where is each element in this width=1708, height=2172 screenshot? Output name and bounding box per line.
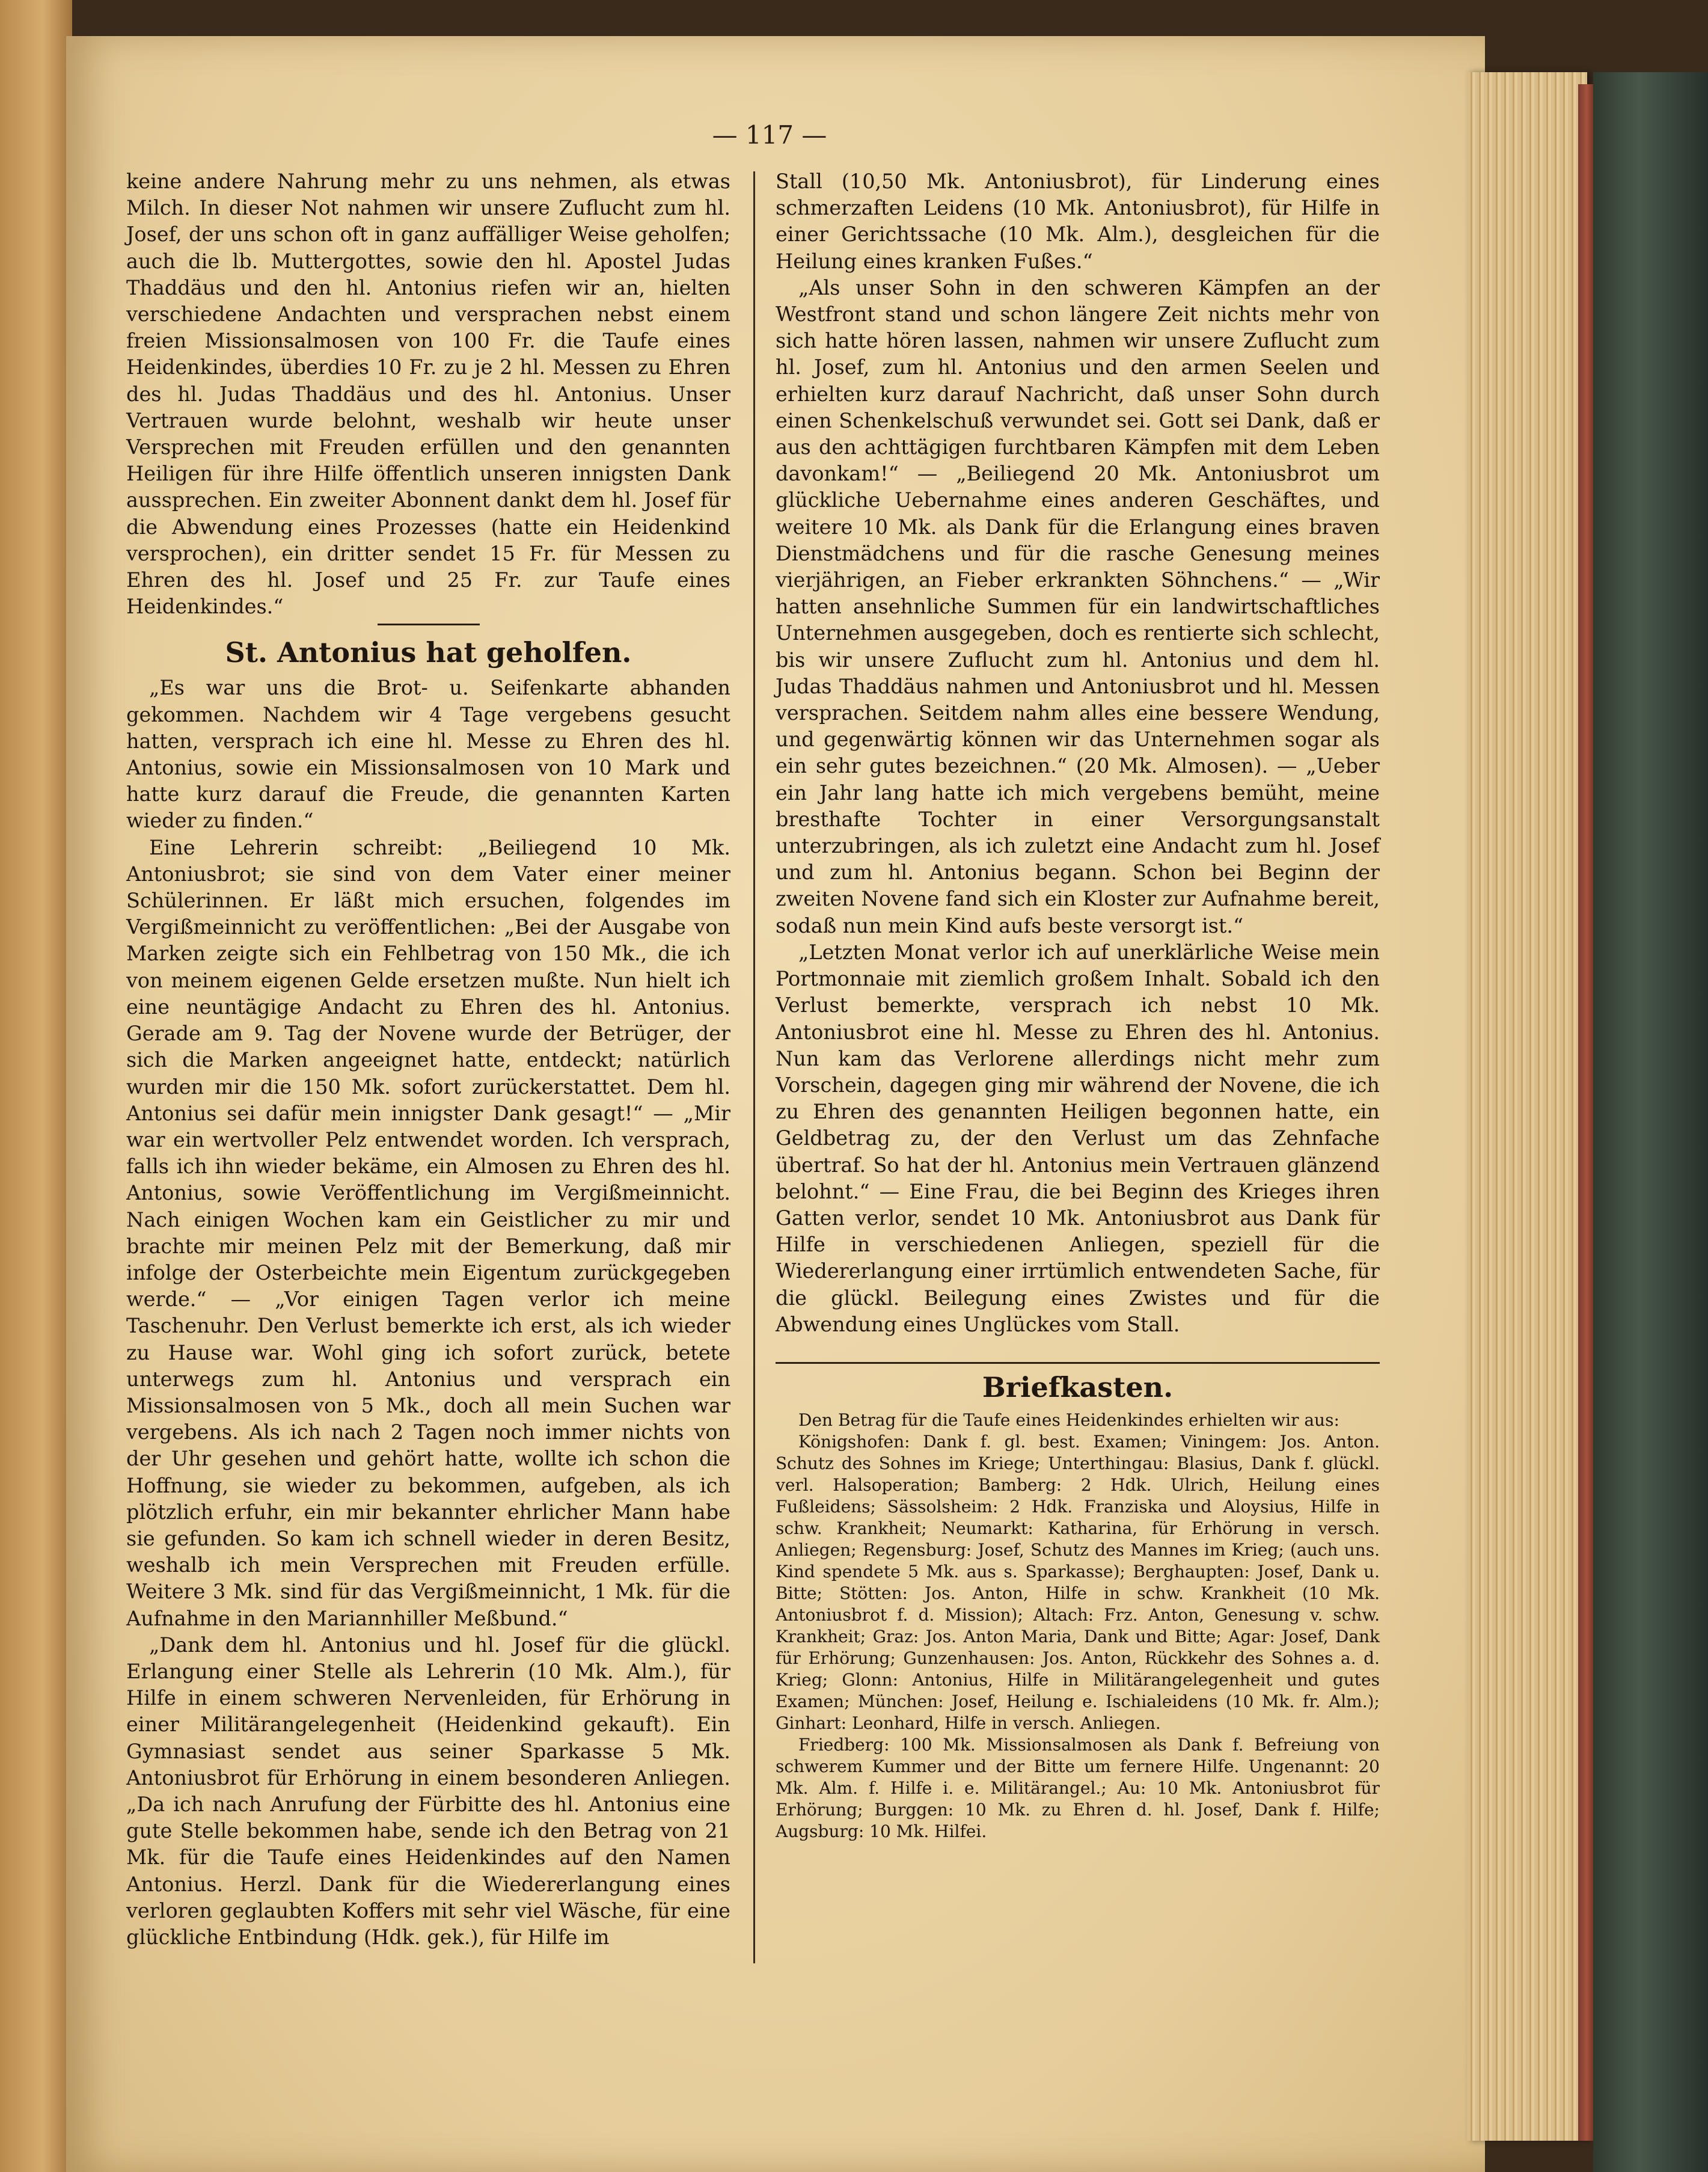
paragraph: „Als unser Sohn in den schweren Kämpfen an der Westfront stand und schon längere Zeit nichts mehr von sich hatte hören lassen, nahmen wir unsere Zuflucht zum hl. Josef, zum hl. Antonius und den armen Seelen und erhielten kurz darauf Nachricht, daß unser Sohn durch einen Schenkelschuß verwundet sei. Gott sei Dank, daß er aus den achttägigen furchtbaren Kämpfen mit dem Leben davonkam!“ — „Beiliegend 20 Mk. Antoniusbrot um glückliche Uebernahme eines anderen Geschäftes, und weitere 10 Mk. als Dank für die Erlangung eines braven Dienstmädchens und für die rasche Genesung meines vierjährigen, an Fieber erkrankten Söhnchens.“ — „Wir hatten ansehnliche Summen für ein landwirtschaftliches Unternehmen ausgegeben, doch es rentierte sich schlecht, bis wir unsere Zuflucht zum hl. Antonius und dem hl. Judas Thaddäus nahmen und Antoniusbrot und hl. Messen versprachen. Seitdem nahm alles eine bessere Wendung, und gegenwärtig können wir das Unternehmen sogar als ein sehr gutes bezeichnen.“ (20 Mk. Almosen). — „Ueber ein Jahr lang hatte ich mich vergebens bemüht, meine bresthafte Tochter in einer Versorgungsanstalt unterzubringen, als ich zuletzt eine Andacht zum hl. Josef und zum hl. Antonius begann. Schon bei Beginn der zweiten Novene fand sich ein Kloster zur Aufnahme bereit, sodaß nun mein Kind aufs beste versorgt ist.“ [776, 275, 1380, 937]
letterbox-intro: Den Betrag für die Taufe eines Heidenkindes erhielten wir aus: [798, 1410, 1339, 1430]
paragraph: Stall (10,50 Mk. Antoniusbrot), für Linderung eines schmerzaften Leidens (10 Mk. Antoniusbrot), für Hilfe in einer Gerichtssache (10 Mk. Alm.), desgleichen für die Heilung eines kranken Fußes.“ [776, 170, 1380, 273]
page-edge-red [1578, 84, 1595, 2141]
letterbox-entry: Königshofen: Dank f. gl. best. Examen; Viningem: Jos. Anton. Schutz des Sohnes im Kriege; Unterthingau: Blasius, Dank f. glückl. verl. Halsoperation; Bamberg: 2 Hdk. Ulrich, Heilung eines Fußleidens; Sässolsheim: 2 Hdk. Franziska und Aloysius, Hilfe in schw. Krankheit; Neumarkt: Katharina, für Erhörung in versch. Anliegen; Regensburg: Josef, Schutz des Mannes im Krieg; (auch uns. Kind spendete 5 Mk. aus s. Sparkasse); Berghaupten: Josef, Dank u. Bitte; Stötten: Jos. Anton, Hilfe in schw. Krankheit (10 Mk. Antoniusbrot f. d. Mission); Altach: Frz. Anton, Genesung v. schw. Krankheit; Graz: Jos. Anton Maria, Dank und Bitte; Agar: Josef, Dank für Erhörung; Gunzenhausen: Jos. Anton, Rückkehr des Sohnes a. d. Krieg; Glonn: Antonius, Hilfe in Militärangelegenheit und gutes Examen; München: Josef, Heilung e. Ischialeidens (10 Mk. fr. Alm.); Ginhart: Leonhard, Hilfe in versch. Anliegen. [776, 1431, 1380, 1733]
right-column [776, 168, 1380, 1842]
paragraph: Eine Lehrerin schreibt: „Beiliegend 10 Mk. Antoniusbrot; sie sind von dem Vater einer meiner Schülerinnen. Er läßt mich ersuchen, folgendes im Vergißmeinnicht zu veröffentlichen: „Bei der Ausgabe von Marken zeigte sich ein Fehlbetrag von 150 Mk., die ich von meinem eigenen Gelde ersetzen mußte. Nun hielt ich eine neuntägige Andacht zu Ehren des hl. Antonius. Gerade am 9. Tag der Novene wurde der Betrüger, der sich die Marken angeeignet hatte, entdeckt; natürlich wurden mir die 150 Mk. sofort zurückerstattet. Dem hl. Antonius sei dafür mein innigster Dank gesagt!“ — „Mir war ein wertvoller Pelz entwendet worden. Ich versprach, falls ich ihn wieder bekäme, ein Almosen zu Ehren des hl. Antonius, sowie Veröffentlichung im Vergißmeinnicht. Nach einigen Wochen kam ein Geistlicher zu mir und brachte mir meinen Pelz mit der Bemerkung, daß mir infolge der Osterbeichte mein Eigentum zurückgegeben werde.“ — „Vor einigen Tagen verlor ich meine Taschenuhr. Den Verlust bemerkte ich erst, als ich wieder zu Hause war. Wohl ging ich sofort zurück, betete unterwegs zum hl. Antonius und versprach ein Missionsalmosen von 5 Mk., doch all mein Suchen war vergebens. Als ich nach 2 Tagen noch immer nichts von der Uhr gesehen und gehört hatte, wollte ich schon die Hoffnung, sie wieder zu bekommen, aufgeben, als ich plötzlich erfuhr, ein mir bekannter ehrlicher Mann habe sie gefunden. So kam ich schnell wieder in deren Besitz, weshalb ich mein Versprechen mit Freuden erfülle. Weitere 3 Mk. sind für das Vergißmeinnicht, 1 Mk. für die Aufnahme in den Mariannhiller Meßbund.“ [126, 835, 730, 1630]
left-column [126, 168, 730, 1951]
page-number: — 117 — [712, 120, 827, 150]
previous-page-edge [0, 0, 72, 2172]
column-divider [753, 171, 755, 1963]
section-rule [378, 624, 480, 625]
book-cover [1593, 72, 1708, 2172]
page-stack-edges [1467, 72, 1587, 2141]
intro-paragraph: keine andere Nahrung mehr zu uns nehmen, als etwas Milch. In dieser Not nahmen wir unsere Zuflucht zum hl. Josef, der uns schon oft in ganz auffälliger Weise geholfen; auch die lb. Muttergottes, sowie den hl. Apostel Judas Thaddäus und den hl. Antonius riefen wir an, hielten verschiedene Andachten und versprachen nebst einem freien Missionsalmosen von 100 Fr. die Taufe eines Heidenkindes, überdies 10 Fr. zu je 2 hl. Messen zu Ehren des hl. Judas Thaddäus und des hl. Antonius. Unser Vertrauen wurde belohnt, weshalb wir heute unser Versprechen mit Freuden erfüllen und den genannten Heiligen für ihre Hilfe öffentlich unseren innigsten Dank aussprechen. Ein zweiter Abonnent dankt dem hl. Josef für die Abwendung eines Prozesses (hatte ein Heidenkind versprochen), ein dritter sendet 15 Fr. für Messen zu Ehren des hl. Josef und 25 Fr. zur Taufe eines Heidenkindes.“ [126, 170, 730, 619]
letterbox-heading: Briefkasten. [982, 1370, 1174, 1404]
letterbox-rule [776, 1362, 1380, 1364]
paragraph: „Es war uns die Brot- u. Seifenkarte abhanden gekommen. Nachdem wir 4 Tage vergebens gesucht hatten, versprach ich eine hl. Messe zu Ehren des hl. Antonius, sowie ein Missionsalmosen von 10 Mark und hatte kurz darauf die Freude, die genannten Karten wieder zu finden.“ [126, 676, 730, 833]
paragraph: „Dank dem hl. Antonius und hl. Josef für die glückl. Erlangung einer Stelle als Lehrerin (10 Mk. Alm.), für Hilfe in einem schweren Nervenleiden, für Erhörung in einer Militärangelegenheit (Heidenkind gekauft). Ein Gymnasiast sendet aus seiner Sparkasse 5 Mk. Antoniusbrot für Erhörung in einem besonderen Anliegen. „Da ich nach Anrufung der Fürbitte des hl. Antonius eine gute Stelle bekommen habe, sende ich den Betrag von 21 Mk. für die Taufe eines Heidenkindes auf den Namen Antonius. Herzl. Dank für die Wiedererlangung eines verloren geglaubten Koffers mit sehr viel Wäsche, für eine glückliche Entbindung (Hdk. gek.), für Hilfe im [126, 1633, 730, 1949]
section-heading: St. Antonius hat geholfen. [225, 636, 632, 669]
letterbox-entry: Friedberg: 100 Mk. Missionsalmosen als Dank f. Befreiung von schwerem Kummer und der Bitte um fernere Hilfe. Ungenannt: 20 Mk. Alm. f. Hilfe i. e. Militärangel.; Au: 10 Mk. Antoniusbrot für Erhörung; Burggen: 10 Mk. zu Ehren d. hl. Josef, Dank f. Hilfe; Augsburg: 10 Mk. Hilfei. [776, 1734, 1380, 1841]
paragraph: „Letzten Monat verlor ich auf unerklärliche Weise mein Portmonnaie mit ziemlich großem Inhalt. Sobald ich den Verlust bemerkte, versprach ich nebst 10 Mk. Antoniusbrot eine hl. Messe zu Ehren des hl. Antonius. Nun kam das Verlorene allerdings nicht mehr zum Vorschein, dagegen ging mir während der Novene, die ich zu Ehren des genannten Heiligen begonnen hatte, ein Geldbetrag zu, der den Verlust um das Zehnfache übertraf. So hat der hl. Antonius mein Vertrauen glänzend belohnt.“ — Eine Frau, die bei Beginn des Krieges ihren Gatten verlor, sendet 10 Mk. Antoniusbrot aus Dank für Hilfe in verschiedenen Anliegen, speziell für die Wiedererlangung einer irrtümlich entwendeten Sache, für die glückl. Beilegung eines Zwistes und für die Abwendung eines Unglückes vom Stall. [776, 940, 1380, 1336]
letterbox-body [776, 1410, 1380, 1842]
